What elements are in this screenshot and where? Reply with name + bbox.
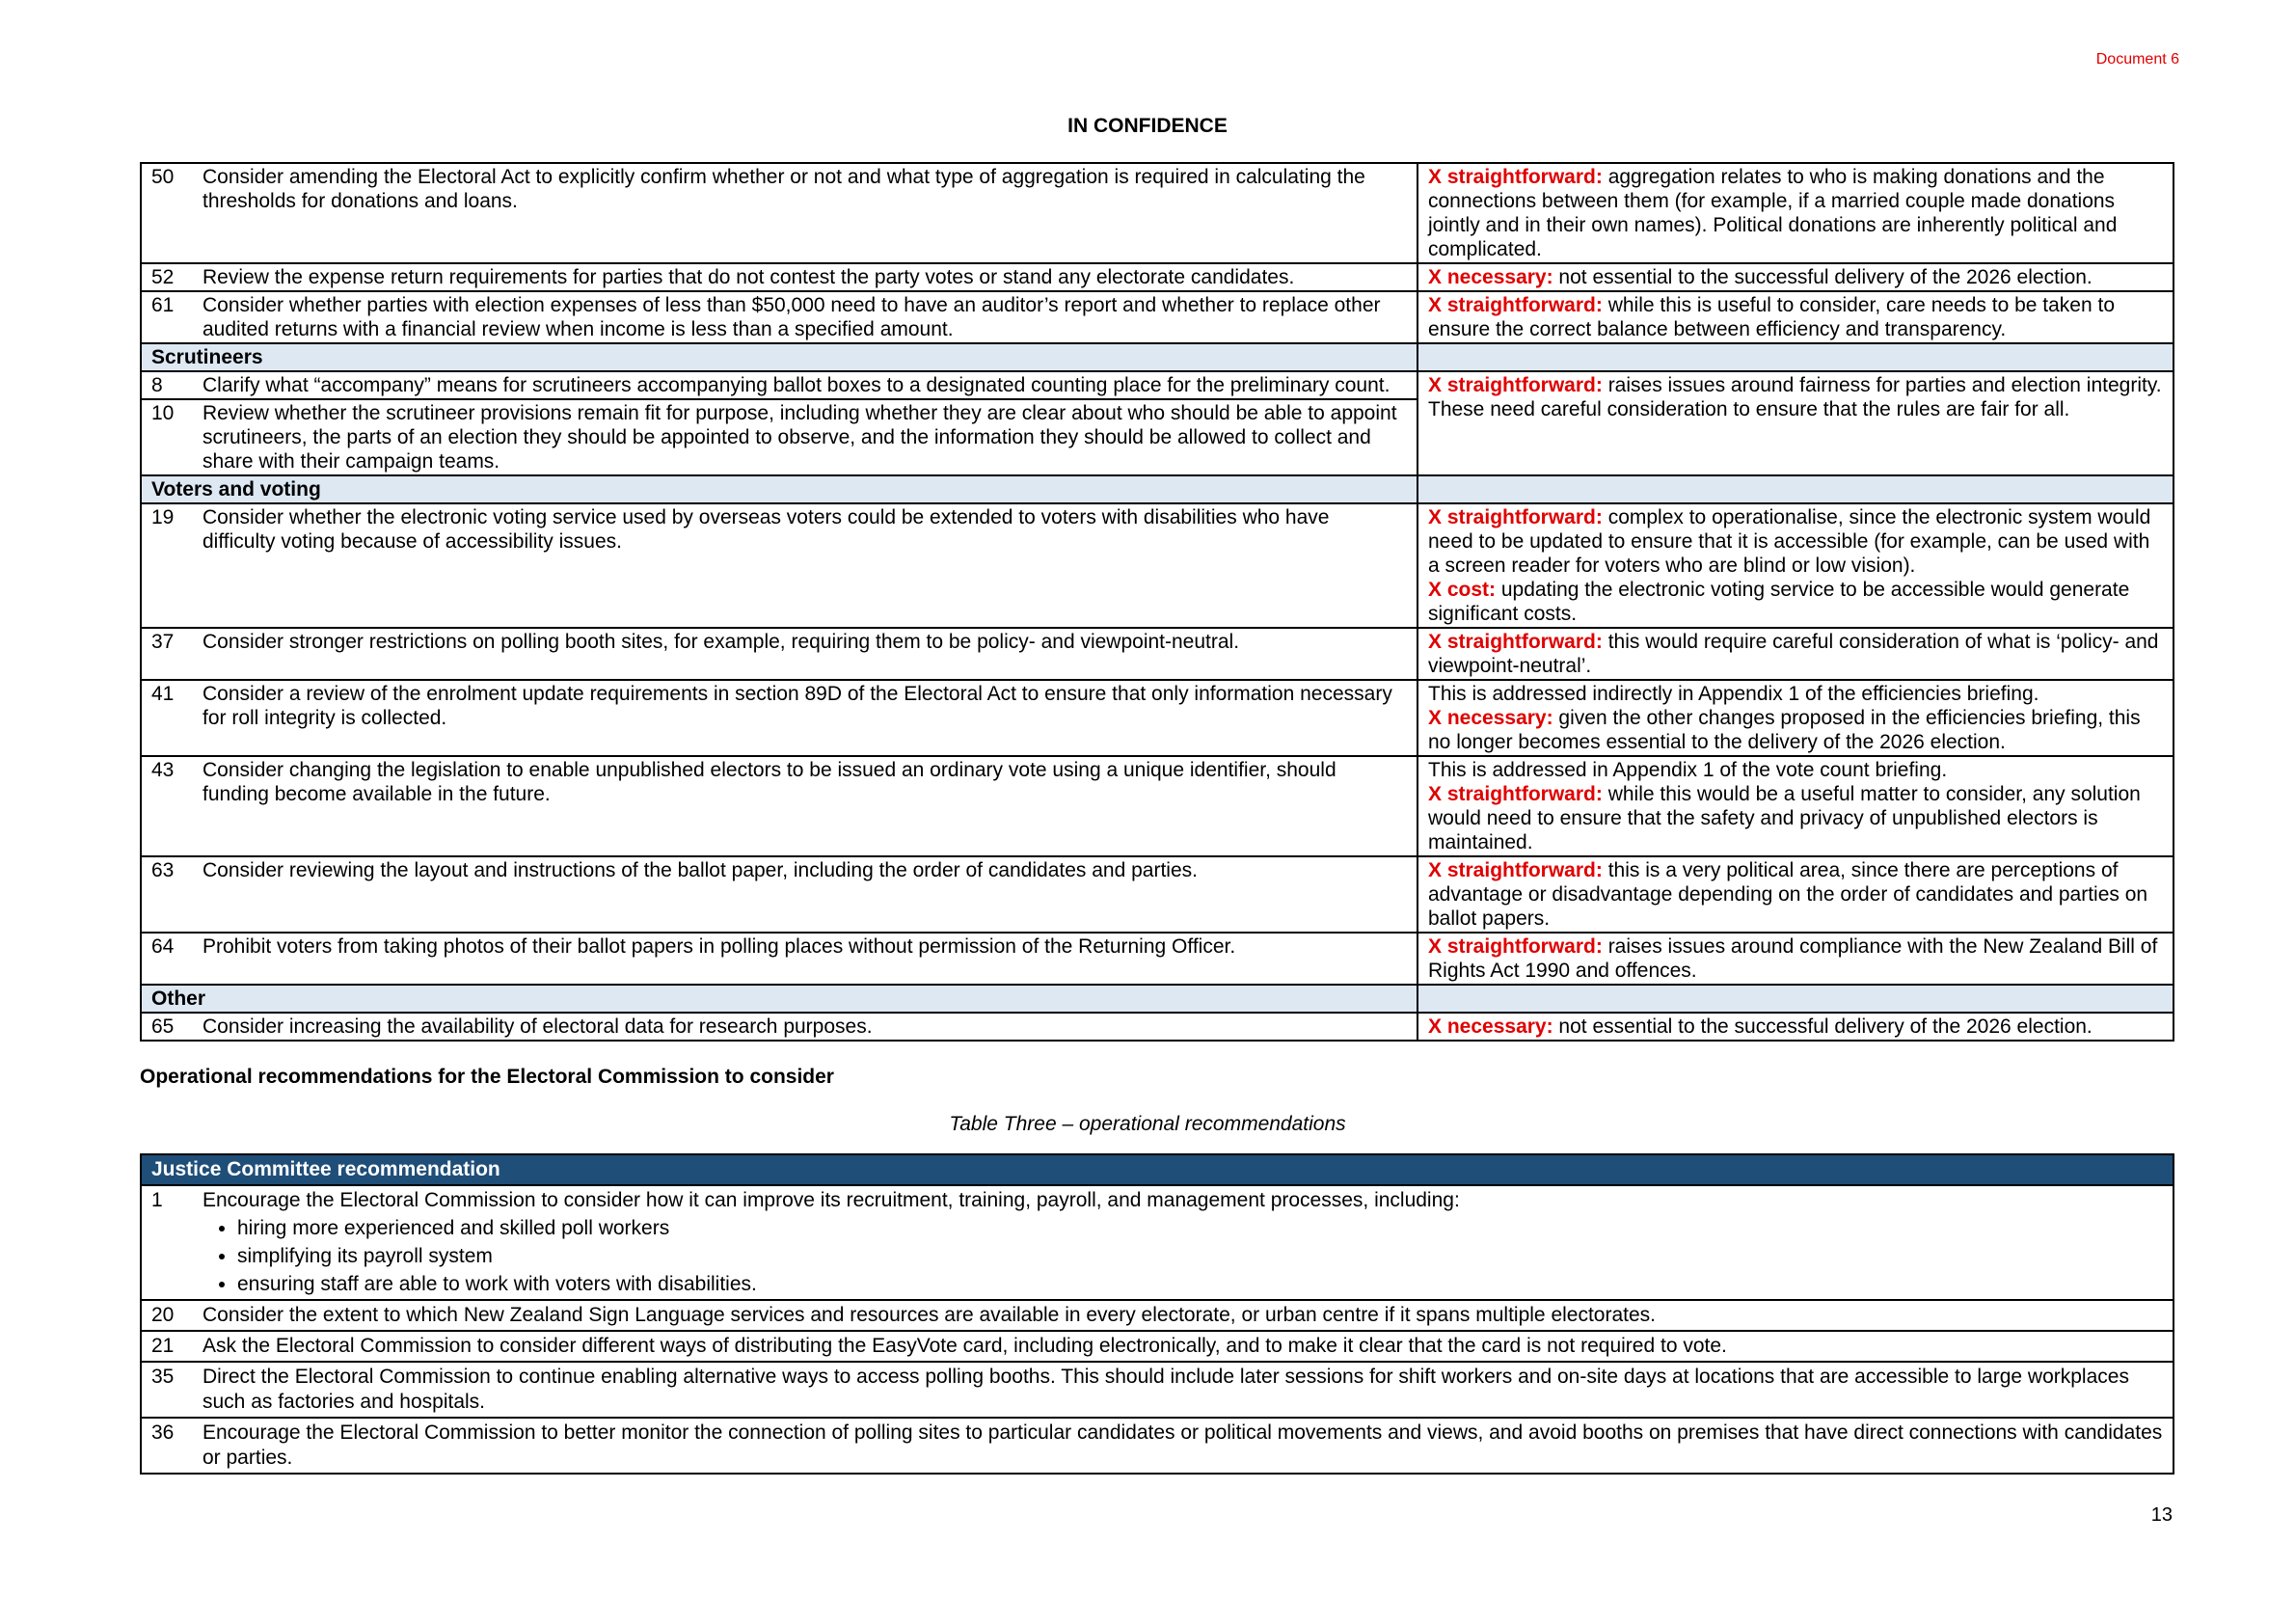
assessment-note bbox=[1428, 578, 2163, 626]
table-row bbox=[141, 371, 2174, 399]
assessment-note bbox=[1428, 165, 2163, 261]
assessment-text: given the other changes proposed in the efficiencies briefing, this no longer becomes essential to the delivery of the 2026 election. bbox=[1428, 707, 2141, 753]
assessment-note bbox=[1428, 706, 2163, 754]
assessment-cell bbox=[1418, 163, 2174, 263]
assessment-note bbox=[1428, 934, 2163, 983]
assessment-label: X straightforward: bbox=[1428, 374, 1603, 396]
table-header: Justice Committee recommendation bbox=[141, 1154, 2174, 1185]
table-header-row bbox=[141, 1154, 2174, 1185]
section-row bbox=[141, 343, 2174, 371]
recommendation-number: 21 bbox=[141, 1331, 193, 1362]
assessment-label: X straightforward: bbox=[1428, 783, 1603, 805]
table-row bbox=[141, 1185, 2174, 1300]
table-row bbox=[141, 933, 2174, 985]
recommendation-cell bbox=[193, 1362, 2174, 1418]
table-row bbox=[141, 1418, 2174, 1474]
table-row bbox=[141, 291, 2174, 343]
recommendation-number: 52 bbox=[141, 263, 193, 291]
recommendation-number: 35 bbox=[141, 1362, 193, 1418]
bullet-item: • ensuring staff are able to work with voters with disabilities. bbox=[237, 1272, 2163, 1297]
assessment-label: X straightforward: bbox=[1428, 935, 1603, 958]
table-row bbox=[141, 503, 2174, 628]
section-blank-cell bbox=[1418, 343, 2174, 371]
recommendation-text: Ask the Electoral Commission to consider different ways of distributing the EasyVote card, including electronically, and to make it clear that the card is not required to vote. bbox=[202, 1335, 1727, 1357]
recommendation-number: 64 bbox=[141, 933, 193, 985]
recommendation-number: 63 bbox=[141, 856, 193, 933]
assessment-cell bbox=[1418, 756, 2174, 856]
table-row bbox=[141, 163, 2174, 263]
bullet-list bbox=[202, 1216, 2163, 1297]
document-label: Document 6 bbox=[2095, 51, 2179, 68]
assessment-text: while this would be a useful matter to consider, any solution would need to ensure that the safety and privacy of unpublished electors is maintained. bbox=[1428, 783, 2141, 853]
assessment-cell bbox=[1418, 1013, 2174, 1041]
table-row bbox=[141, 1362, 2174, 1418]
assessment-note bbox=[1428, 1015, 2163, 1039]
section-row bbox=[141, 985, 2174, 1013]
operational-heading: Operational recommendations for the Electoral Commission to consider bbox=[140, 1066, 834, 1088]
recommendation-number: 37 bbox=[141, 628, 193, 680]
assessment-cell bbox=[1418, 371, 2174, 475]
recommendation-text: Encourage the Electoral Commission to consider how it can improve its recruitment, training, payroll, and management processes, including: bbox=[202, 1189, 1460, 1211]
assessment-note bbox=[1428, 293, 2163, 341]
assessment-label: X straightforward: bbox=[1428, 631, 1603, 653]
table-row bbox=[141, 1331, 2174, 1362]
section-blank-cell bbox=[1418, 985, 2174, 1013]
assessment-note bbox=[1428, 758, 2163, 782]
recommendation-text: Clarify what “accompany” means for scrutineers accompanying ballot boxes to a designated counting place for the preliminary count. bbox=[193, 371, 1418, 399]
recommendation-number: 50 bbox=[141, 163, 193, 263]
page-number: 13 bbox=[2150, 1504, 2173, 1526]
recommendation-text: Consider whether parties with election expenses of less than $50,000 need to have an auditor’s report and whether to replace other audited returns with a financial review when income is less than a specified amount. bbox=[193, 291, 1418, 343]
section-title: Scrutineers bbox=[141, 343, 1418, 371]
assessment-note bbox=[1428, 858, 2163, 931]
assessment-note bbox=[1428, 373, 2163, 421]
recommendation-cell bbox=[193, 1300, 2174, 1331]
section-blank-cell bbox=[1418, 475, 2174, 503]
table-row bbox=[141, 756, 2174, 856]
recommendation-number: 43 bbox=[141, 756, 193, 856]
assessment-label: X necessary: bbox=[1428, 1015, 1553, 1038]
assessment-label: X cost: bbox=[1428, 579, 1497, 601]
classification-heading: IN CONFIDENCE bbox=[1067, 115, 1228, 137]
recommendation-cell bbox=[193, 1185, 2174, 1300]
assessment-cell bbox=[1418, 933, 2174, 985]
table-row bbox=[141, 1300, 2174, 1331]
assessment-text: updating the electronic voting service to be accessible would generate significant costs. bbox=[1428, 579, 2130, 625]
assessment-text: raises issues around fairness for parties and election integrity. These need careful consideration to ensure that the rules are fair for all. bbox=[1428, 374, 2162, 420]
bullet-item: • hiring more experienced and skilled poll workers bbox=[237, 1216, 2163, 1241]
assessment-label: X necessary: bbox=[1428, 707, 1553, 729]
recommendation-text: Consider increasing the availability of electoral data for research purposes. bbox=[193, 1013, 1418, 1041]
recommendation-text: Consider a review of the enrolment update requirements in section 89D of the Electoral Act to ensure that only information necessary for roll integrity is collected. bbox=[193, 680, 1418, 756]
assessment-text: complex to operationalise, since the electronic system would need to be updated to ensure that it is accessible (for example, can be used with a screen reader for voters who are blind or low vision). bbox=[1428, 506, 2151, 577]
recommendation-number: 20 bbox=[141, 1300, 193, 1331]
table-row bbox=[141, 856, 2174, 933]
assessment-text: This is addressed in Appendix 1 of the vote count briefing. bbox=[1428, 759, 1948, 781]
assessment-cell bbox=[1418, 291, 2174, 343]
assessment-label: X straightforward: bbox=[1428, 294, 1603, 316]
assessment-text: raises issues around compliance with the New Zealand Bill of Rights Act 1990 and offences. bbox=[1428, 935, 2158, 982]
assessment-cell bbox=[1418, 263, 2174, 291]
recommendation-cell bbox=[193, 1331, 2174, 1362]
recommendation-text: Prohibit voters from taking photos of their ballot papers in polling places without permission of the Returning Officer. bbox=[193, 933, 1418, 985]
assessment-text: this would require careful consideration of what is ‘policy- and viewpoint-neutral’. bbox=[1428, 631, 2159, 677]
assessment-text: not essential to the successful delivery of the 2026 election. bbox=[1552, 1015, 2092, 1038]
recommendation-number: 65 bbox=[141, 1013, 193, 1041]
section-title: Voters and voting bbox=[141, 475, 1418, 503]
assessment-text: aggregation relates to who is making donations and the connections between them (for example, if a married couple made donations jointly and in their own names). Political donations are inherently political and complicated. bbox=[1428, 166, 2118, 260]
recommendation-number: 36 bbox=[141, 1418, 193, 1474]
recommendation-number: 1 bbox=[141, 1185, 193, 1300]
recommendation-text: Consider changing the legislation to enable unpublished electors to be issued an ordinary vote using a unique identifier, should funding become available in the future. bbox=[193, 756, 1418, 856]
assessment-label: X straightforward: bbox=[1428, 166, 1603, 188]
recommendation-number: 61 bbox=[141, 291, 193, 343]
recommendation-number: 19 bbox=[141, 503, 193, 628]
table-caption: Table Three – operational recommendations bbox=[949, 1113, 1346, 1135]
operational-recommendations-table bbox=[140, 1153, 2174, 1475]
recommendation-text: Consider whether the electronic voting service used by overseas voters could be extended to voters with disabilities who have difficulty voting because of accessibility issues. bbox=[193, 503, 1418, 628]
recommendation-text: Consider amending the Electoral Act to explicitly confirm whether or not and what type of aggregation is required in calculating the thresholds for donations and loans. bbox=[193, 163, 1418, 263]
bullet-item: • simplifying its payroll system bbox=[237, 1244, 2163, 1269]
table-row bbox=[141, 680, 2174, 756]
assessment-note bbox=[1428, 782, 2163, 854]
assessment-text: not essential to the successful delivery of the 2026 election. bbox=[1552, 266, 2092, 288]
recommendation-number: 10 bbox=[141, 399, 193, 475]
assessment-text: This is addressed indirectly in Appendix 1 of the efficiencies briefing. bbox=[1428, 683, 2039, 705]
assessment-cell bbox=[1418, 680, 2174, 756]
assessment-text: while this is useful to consider, care needs to be taken to ensure the correct balance between efficiency and transparency. bbox=[1428, 294, 2116, 340]
recommendation-cell bbox=[193, 1418, 2174, 1474]
assessment-label: X straightforward: bbox=[1428, 506, 1603, 528]
recommendation-text: Consider reviewing the layout and instructions of the ballot paper, including the order of candidates and parties. bbox=[193, 856, 1418, 933]
assessment-cell bbox=[1418, 503, 2174, 628]
table-row bbox=[141, 628, 2174, 680]
assessment-label: X straightforward: bbox=[1428, 859, 1603, 881]
assessment-label: X necessary: bbox=[1428, 266, 1553, 288]
table-row bbox=[141, 1013, 2174, 1041]
recommendation-number: 8 bbox=[141, 371, 193, 399]
recommendation-text: Review whether the scrutineer provisions remain fit for purpose, including whether they are clear about who should be able to appoint scrutineers, the parts of an election they should be appointed to observe, and the information they should be allowed to collect and share with their campaign teams. bbox=[193, 399, 1418, 475]
section-row bbox=[141, 475, 2174, 503]
assessment-note bbox=[1428, 265, 2163, 289]
recommendation-text: Encourage the Electoral Commission to better monitor the connection of polling sites to particular candidates or political movements and views, and avoid booths on premises that have direct connections with candidates or parties. bbox=[202, 1421, 2163, 1469]
assessment-note bbox=[1428, 630, 2163, 678]
assessment-note bbox=[1428, 682, 2163, 706]
recommendation-text: Review the expense return requirements for parties that do not contest the party votes or stand any electorate candidates. bbox=[193, 263, 1418, 291]
table-row bbox=[141, 263, 2174, 291]
recommendation-text: Consider stronger restrictions on polling booth sites, for example, requiring them to be policy- and viewpoint-neutral. bbox=[193, 628, 1418, 680]
recommendation-text: Direct the Electoral Commission to continue enabling alternative ways to access polling booths. This should include later sessions for shift workers and on-site days at locations that are accessible to large workplaces such as factories and hospitals. bbox=[202, 1366, 2129, 1413]
assessment-cell bbox=[1418, 628, 2174, 680]
recommendation-text: Consider the extent to which New Zealand Sign Language services and resources are available in every electorate, or urban centre if it spans multiple electorates. bbox=[202, 1304, 1656, 1326]
section-title: Other bbox=[141, 985, 1418, 1013]
assessment-text: this is a very political area, since there are perceptions of advantage or disadvantage depending on the order of candidates and parties on ballot papers. bbox=[1428, 859, 2148, 930]
assessment-note bbox=[1428, 505, 2163, 578]
recommendations-table bbox=[140, 162, 2174, 1042]
assessment-cell bbox=[1418, 856, 2174, 933]
recommendation-number: 41 bbox=[141, 680, 193, 756]
